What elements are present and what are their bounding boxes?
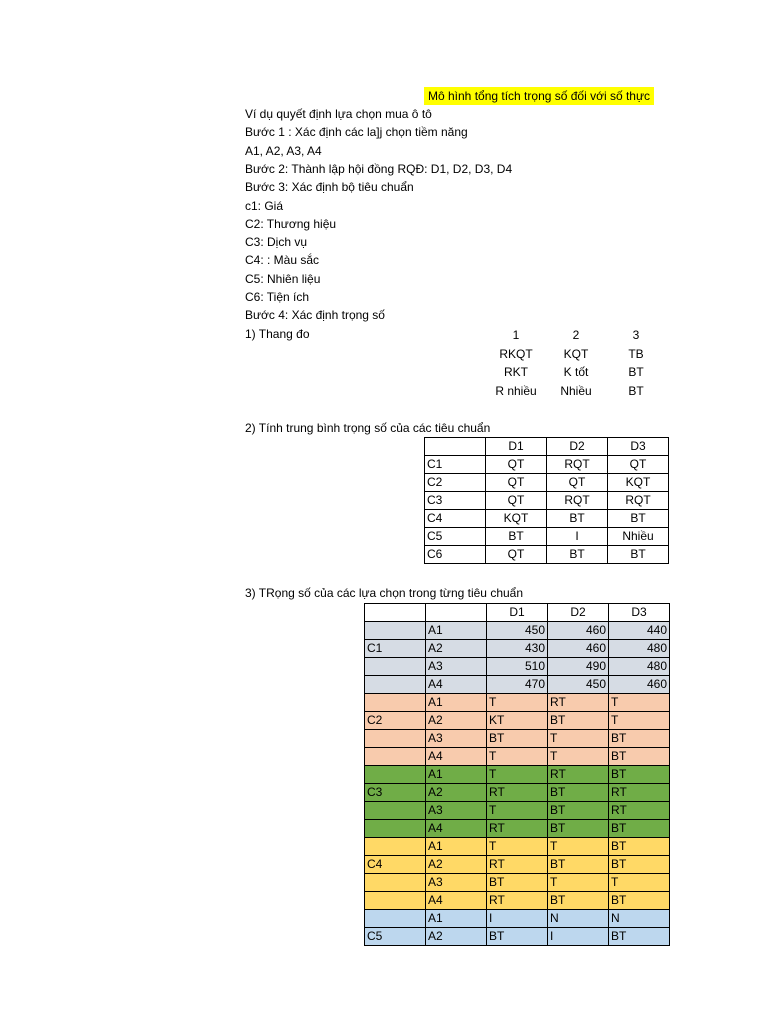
table-cell: A3 bbox=[426, 658, 487, 676]
table-cell: D2 bbox=[547, 438, 608, 456]
table-row bbox=[365, 640, 670, 658]
scale-cell: RKQT bbox=[499, 347, 533, 361]
table-cell: 510 bbox=[487, 658, 548, 676]
table-cell: T bbox=[487, 766, 548, 784]
table-row bbox=[365, 874, 670, 892]
table-cell: A4 bbox=[426, 676, 487, 694]
table-cell: T bbox=[487, 802, 548, 820]
scale-cell: RKT bbox=[504, 365, 528, 380]
criteria-weight-table bbox=[424, 437, 669, 564]
table-cell: T bbox=[609, 874, 670, 892]
table-row bbox=[365, 766, 670, 784]
table-cell: A2 bbox=[426, 640, 487, 658]
table-cell: BT bbox=[548, 892, 609, 910]
scale-cell: KQT bbox=[563, 347, 589, 361]
table-cell: RQT bbox=[547, 492, 608, 510]
table-cell: QT bbox=[486, 546, 547, 564]
intro-line: A1, A2, A3, A4 bbox=[245, 143, 322, 158]
table-cell: BT bbox=[609, 820, 670, 838]
group-label-cell bbox=[365, 694, 426, 712]
table-row bbox=[365, 838, 670, 856]
group-label-cell bbox=[365, 820, 426, 838]
table-cell: BT bbox=[487, 730, 548, 748]
table-cell: I bbox=[547, 528, 608, 546]
table-cell: T bbox=[609, 694, 670, 712]
scale-cell: R nhiều bbox=[495, 383, 537, 398]
intro-line: C3: Dịch vụ bbox=[245, 235, 308, 250]
table-cell: C3 bbox=[425, 492, 486, 510]
intro-line: 1) Thang đo bbox=[245, 326, 310, 341]
table-cell: A2 bbox=[426, 712, 487, 730]
group-label-cell bbox=[365, 910, 426, 928]
table-cell: QT bbox=[486, 456, 547, 474]
table-cell bbox=[425, 438, 486, 456]
table-cell: A1 bbox=[426, 838, 487, 856]
scale-header: 2 bbox=[572, 328, 580, 342]
table-cell: BT bbox=[487, 928, 548, 946]
table-cell: 470 bbox=[487, 676, 548, 694]
table-cell: BT bbox=[548, 784, 609, 802]
table-cell: KQT bbox=[608, 474, 669, 492]
scale-cell: BT bbox=[628, 365, 644, 380]
table-row bbox=[365, 676, 670, 694]
table-row bbox=[365, 658, 670, 676]
section2-title: 2) Tính trung bình trọng số của các tiêu chuẩn bbox=[245, 421, 491, 435]
group-label-cell bbox=[365, 874, 426, 892]
intro-line: Bước 1 : Xác định các la]j chọn tiềm năng bbox=[245, 125, 468, 140]
table-cell: T bbox=[487, 748, 548, 766]
table-cell: 490 bbox=[548, 658, 609, 676]
scale-cell: TB bbox=[628, 347, 644, 361]
table-cell: BT bbox=[609, 856, 670, 874]
table-cell: T bbox=[548, 838, 609, 856]
intro-line: C2: Thương hiệu bbox=[245, 216, 337, 231]
table-cell: BT bbox=[609, 892, 670, 910]
table-cell: KQT bbox=[486, 510, 547, 528]
group-label-cell: C3 bbox=[365, 784, 426, 802]
table-row bbox=[425, 438, 669, 456]
table-cell: BT bbox=[608, 546, 669, 564]
scale-header: 3 bbox=[632, 328, 640, 342]
group-label-cell bbox=[365, 766, 426, 784]
table-cell: Nhiều bbox=[608, 528, 669, 546]
table-cell: A3 bbox=[426, 874, 487, 892]
table-cell: A2 bbox=[426, 784, 487, 802]
table-cell: A2 bbox=[426, 928, 487, 946]
table-cell: I bbox=[487, 910, 548, 928]
table-cell: T bbox=[548, 730, 609, 748]
table-header-cell: D1 bbox=[487, 604, 548, 622]
table-row bbox=[425, 546, 669, 564]
table-row bbox=[365, 856, 670, 874]
table-cell: T bbox=[609, 712, 670, 730]
table-cell: RQT bbox=[608, 492, 669, 510]
scale-cell: Nhiều bbox=[560, 383, 592, 398]
table-cell: BT bbox=[487, 874, 548, 892]
table-cell: RT bbox=[609, 784, 670, 802]
table-row bbox=[425, 492, 669, 510]
intro-line: C5: Nhiên liệu bbox=[245, 271, 321, 286]
table-cell: BT bbox=[609, 748, 670, 766]
table-cell: BT bbox=[608, 510, 669, 528]
table-cell: T bbox=[487, 694, 548, 712]
table-row bbox=[365, 784, 670, 802]
table-cell: A1 bbox=[426, 910, 487, 928]
group-label-cell bbox=[365, 730, 426, 748]
table-cell: RT bbox=[548, 766, 609, 784]
table-cell: D1 bbox=[486, 438, 547, 456]
table-cell: C4 bbox=[425, 510, 486, 528]
table-cell: N bbox=[548, 910, 609, 928]
table-cell: 460 bbox=[548, 640, 609, 658]
table-header-row bbox=[365, 604, 670, 622]
table-cell: BT bbox=[486, 528, 547, 546]
intro-line: Bước 3: Xác định bộ tiêu chuẩn bbox=[245, 180, 414, 195]
table-cell: A4 bbox=[426, 892, 487, 910]
table-header-cell: D2 bbox=[548, 604, 609, 622]
table-row bbox=[425, 510, 669, 528]
table-cell: A1 bbox=[426, 622, 487, 640]
table-cell: QT bbox=[608, 456, 669, 474]
page-title: Mô hình tổng tích trọng số đối với số thực bbox=[424, 87, 654, 105]
group-label-cell: C2 bbox=[365, 712, 426, 730]
table-cell: C2 bbox=[425, 474, 486, 492]
table-cell: 460 bbox=[609, 676, 670, 694]
intro-line: Bước 2: Thành lập hội đồng RQĐ: D1, D2, D3, D4 bbox=[245, 161, 513, 176]
group-label-cell bbox=[365, 622, 426, 640]
table-cell: RT bbox=[487, 784, 548, 802]
table-cell: QT bbox=[486, 492, 547, 510]
table-cell: A1 bbox=[426, 694, 487, 712]
table-cell: BT bbox=[548, 802, 609, 820]
table-cell: 480 bbox=[609, 640, 670, 658]
table-row bbox=[425, 456, 669, 474]
table-row bbox=[365, 892, 670, 910]
group-label-cell bbox=[365, 838, 426, 856]
intro-line: C4: : Màu sắc bbox=[245, 253, 320, 268]
group-label-cell: C5 bbox=[365, 928, 426, 946]
table-row bbox=[365, 928, 670, 946]
table-cell: D3 bbox=[608, 438, 669, 456]
table-cell: C5 bbox=[425, 528, 486, 546]
table-cell: BT bbox=[548, 820, 609, 838]
table-row bbox=[365, 820, 670, 838]
table-cell: A4 bbox=[426, 748, 487, 766]
table-cell: N bbox=[609, 910, 670, 928]
table-cell: BT bbox=[547, 510, 608, 528]
table-cell: 450 bbox=[548, 676, 609, 694]
group-label-cell bbox=[365, 892, 426, 910]
table-cell: RT bbox=[487, 820, 548, 838]
table-cell: BT bbox=[548, 856, 609, 874]
table-cell: 440 bbox=[609, 622, 670, 640]
table-cell: T bbox=[548, 748, 609, 766]
table-cell: BT bbox=[609, 838, 670, 856]
scale-cell: BT bbox=[628, 383, 644, 398]
group-label-cell bbox=[365, 748, 426, 766]
table-cell: QT bbox=[486, 474, 547, 492]
intro-line: C6: Tiện ích bbox=[245, 290, 310, 304]
table-header-cell bbox=[365, 604, 426, 622]
table-cell: A3 bbox=[426, 802, 487, 820]
group-label-cell: C4 bbox=[365, 856, 426, 874]
table-cell: RT bbox=[609, 802, 670, 820]
table-cell: RT bbox=[487, 856, 548, 874]
table-cell: BT bbox=[609, 730, 670, 748]
table-cell: RQT bbox=[547, 456, 608, 474]
table-row bbox=[425, 528, 669, 546]
table-cell: RT bbox=[548, 694, 609, 712]
scale-cell: K tốt bbox=[563, 365, 589, 380]
group-label-cell bbox=[365, 658, 426, 676]
table-cell: QT bbox=[547, 474, 608, 492]
table-cell: T bbox=[548, 874, 609, 892]
table-header-cell bbox=[426, 604, 487, 622]
intro-line: Ví dụ quyết định lựa chọn mua ô tô bbox=[245, 107, 432, 121]
table-cell: A2 bbox=[426, 856, 487, 874]
table-cell: C6 bbox=[425, 546, 486, 564]
table-cell: BT bbox=[547, 546, 608, 564]
table-cell: 450 bbox=[487, 622, 548, 640]
table-cell: A1 bbox=[426, 766, 487, 784]
table-cell: KT bbox=[487, 712, 548, 730]
table-row bbox=[365, 802, 670, 820]
table-cell: 480 bbox=[609, 658, 670, 676]
table-cell: BT bbox=[609, 928, 670, 946]
table-header-cell: D3 bbox=[609, 604, 670, 622]
section3-title: 3) TRọng số của các lựa chọn trong từng tiêu chuẩn bbox=[245, 586, 524, 600]
group-label-cell: C1 bbox=[365, 640, 426, 658]
table-cell: T bbox=[487, 838, 548, 856]
alternatives-weight-table bbox=[364, 603, 670, 946]
table-cell: BT bbox=[609, 766, 670, 784]
table-cell: 460 bbox=[548, 622, 609, 640]
table-cell: BT bbox=[548, 712, 609, 730]
intro-line: c1: Giá bbox=[245, 198, 284, 213]
group-label-cell bbox=[365, 802, 426, 820]
table-cell: I bbox=[548, 928, 609, 946]
table-row bbox=[365, 748, 670, 766]
table-cell: 430 bbox=[487, 640, 548, 658]
table-cell: A3 bbox=[426, 730, 487, 748]
table-row bbox=[365, 730, 670, 748]
scale-header: 1 bbox=[512, 328, 520, 342]
intro-line: Bước 4: Xác định trọng số bbox=[245, 308, 385, 323]
table-cell: RT bbox=[487, 892, 548, 910]
table-row bbox=[365, 622, 670, 640]
table-row bbox=[365, 712, 670, 730]
table-cell: C1 bbox=[425, 456, 486, 474]
table-row bbox=[425, 474, 669, 492]
table-row bbox=[365, 694, 670, 712]
table-cell: A4 bbox=[426, 820, 487, 838]
group-label-cell bbox=[365, 676, 426, 694]
table-row bbox=[365, 910, 670, 928]
